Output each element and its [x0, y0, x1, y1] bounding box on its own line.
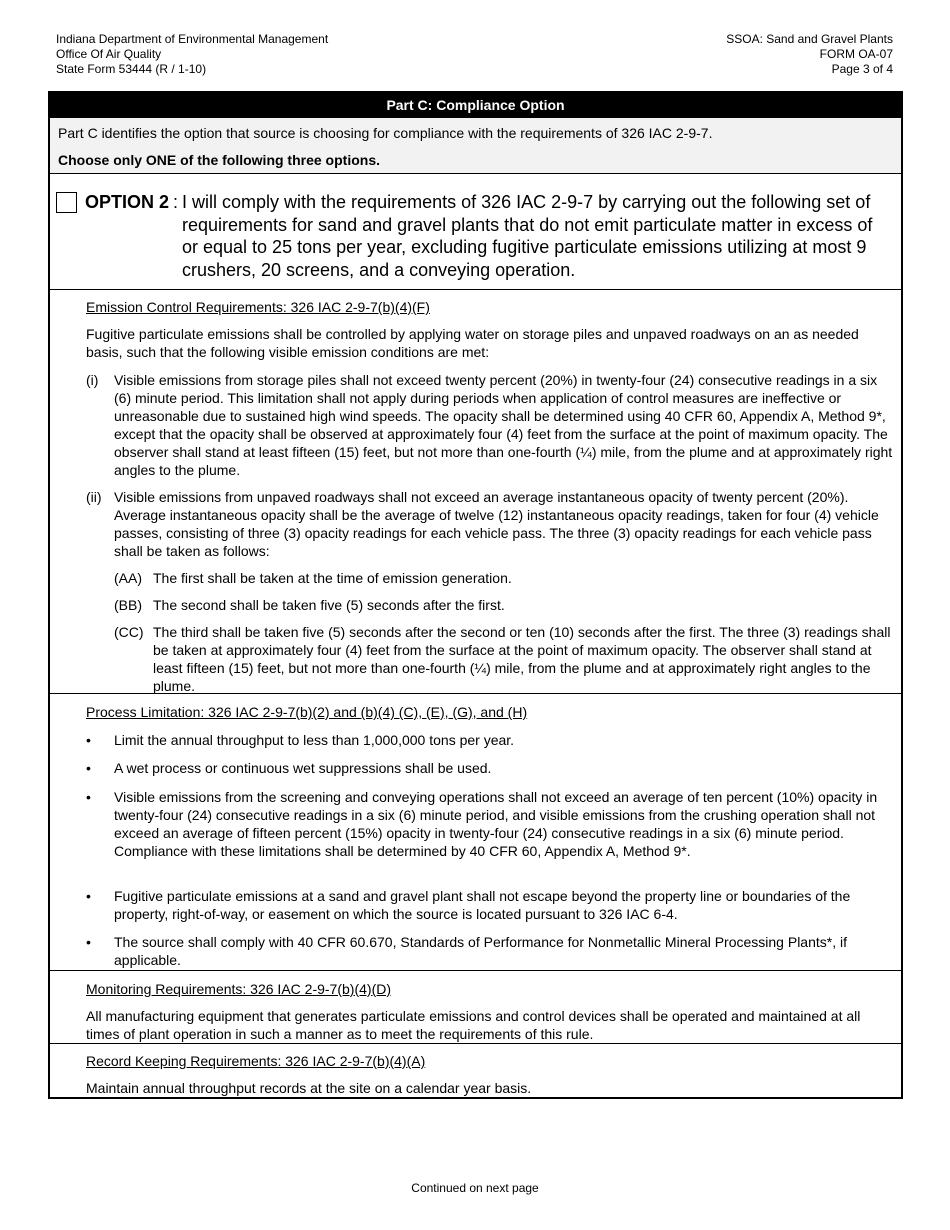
- choose-instruction: Choose only ONE of the following three options.: [58, 152, 380, 168]
- header-right: [726, 32, 893, 77]
- bullet-text: The source shall comply with 40 CFR 60.670, Standards of Performance for Nonmetallic Mineral Processing Plants*, if applicable.: [114, 934, 847, 968]
- bullet-dot: •: [86, 760, 91, 776]
- option-2-text: I will comply with the requirements of 326 IAC 2-9-7 by carrying out the following set of requirements for sand and gravel plants that do not emit particulate matter in excess of or equal to 25 tons per year, excluding fugitive particulate emissions utilizing at most 9 crushers, 20 screens, and a conveying operation.: [182, 192, 873, 280]
- item-text: Visible emissions from storage piles shall not exceed twenty percent (20%) in twenty-four (24) consecutive readings in a six (6) minute period. This limitation shall not apply during periods when application of control measures are ineffective or unreasonable due to sustained high wind speeds. The opacity shall be determined using 40 CFR 60, Appendix A, Method 9*, except that the opacity shall be observed at approximately four (4) feet from the surface at the point of maximum opacity. The observer shall stand at least fifteen (15) feet, but not more than one-fourth (¼) mile, from the plume and at approximately right angles to the plume.: [114, 372, 893, 478]
- bullet-text: Fugitive particulate emissions at a sand and gravel plant shall not escape beyond the property line or boundaries of the property, right-of-way, or easement on which the source is located pursuant to 326 IAC 6-4.: [114, 888, 851, 922]
- header-left: [56, 32, 328, 77]
- emission-control-intro: Fugitive particulate emissions shall be controlled by applying water on storage piles and unpaved roadways on an as needed basis, such that the following visible emission conditions are met:: [86, 326, 859, 360]
- sub-marker: (AA): [114, 570, 142, 586]
- state-form-number: State Form 53444 (R / 1-10): [56, 62, 207, 76]
- process-limitation-title: Process Limitation: 326 IAC 2-9-7(b)(2) and (b)(4) (C), (E), (G), and (H): [86, 704, 528, 720]
- option-2-checkbox[interactable]: [56, 192, 77, 213]
- emission-control-title: Emission Control Requirements: 326 IAC 2-9-7(b)(4)(F): [86, 299, 430, 315]
- option-2-label: OPTION 2: [85, 192, 170, 212]
- continued-note: Continued on next page: [411, 1181, 539, 1195]
- emission-control-section: [50, 290, 901, 694]
- bullet-dot: •: [86, 789, 91, 805]
- bullet-dot: •: [86, 888, 91, 904]
- form-code: FORM OA-07: [819, 47, 893, 61]
- office-name: Office Of Air Quality: [56, 47, 162, 61]
- monitoring-title: Monitoring Requirements: 326 IAC 2-9-7(b)(4)(D): [86, 981, 391, 997]
- record-keeping-text: Maintain annual throughput records at the site on a calendar year basis.: [86, 1080, 532, 1096]
- process-limitation-section: [50, 694, 901, 971]
- monitoring-text: All manufacturing equipment that generates particulate emissions and control devices shall be operated and maintained at all times of plant operation in such a manner as to meet the requirements of this rule.: [86, 1008, 861, 1042]
- item-marker: (ii): [86, 489, 102, 505]
- part-c-intro: [50, 118, 901, 174]
- part-c-title: Part C: Compliance Option: [50, 93, 901, 118]
- page-number: Page 3 of 4: [831, 62, 893, 76]
- bullet-text: Limit the annual throughput to less than 1,000,000 tons per year.: [114, 732, 515, 748]
- item-marker: (i): [86, 372, 99, 388]
- sub-text: The second shall be taken five (5) seconds after the first.: [153, 597, 505, 613]
- option-2-colon: :: [173, 192, 179, 212]
- option-2-row: [50, 174, 901, 290]
- sub-marker: (CC): [114, 624, 144, 640]
- form-subject: SSOA: Sand and Gravel Plants: [726, 32, 893, 46]
- sub-marker: (BB): [114, 597, 142, 613]
- record-keeping-title: Record Keeping Requirements: 326 IAC 2-9-7(b)(4)(A): [86, 1053, 426, 1069]
- sub-text: The first shall be taken at the time of emission generation.: [153, 570, 512, 586]
- bullet-dot: •: [86, 934, 91, 950]
- sub-text: The third shall be taken five (5) seconds after the second or ten (10) seconds after the first. The three (3) readings shall be taken at approximately four (4) feet from the surface at the point of maximum opacity. The observer shall stand at least fifteen (15) feet, but not more than one-fourth (¼) mile, from the plume and at approximately right angles to the plume.: [153, 624, 891, 694]
- bullet-text: A wet process or continuous wet suppressions shall be used.: [114, 760, 492, 776]
- monitoring-section: [50, 971, 901, 1044]
- bullet-text: Visible emissions from the screening and conveying operations shall not exceed an average of ten percent (10%) opacity in twenty-four (24) consecutive readings in a six (6) minute period, and visible emissions from the crushing operation shall not exceed an average of fifteen percent (15%) opacity in twenty-four (24) consecutive readings in a six (6) minute period. Compliance with these limitations shall be determined by 40 CFR 60, Appendix A, Method 9*.: [114, 789, 878, 859]
- agency-name: Indiana Department of Environmental Management: [56, 32, 329, 46]
- record-keeping-section: [50, 1044, 901, 1096]
- bullet-dot: •: [86, 732, 91, 748]
- item-text: Visible emissions from unpaved roadways shall not exceed an average instantaneous opacity of twenty percent (20%). Average instantaneous opacity shall be the average of twelve (12) instantaneous opacity readings, taken for four (4) vehicle passes, consisting of three (3) opacity readings for each vehicle pass. The three (3) opacity readings for each vehicle pass shall be taken as follows:: [114, 489, 879, 559]
- intro-text: Part C identifies the option that source is choosing for compliance with the requirements of 326 IAC 2-9-7.: [58, 125, 713, 141]
- part-c-form: [48, 91, 903, 1099]
